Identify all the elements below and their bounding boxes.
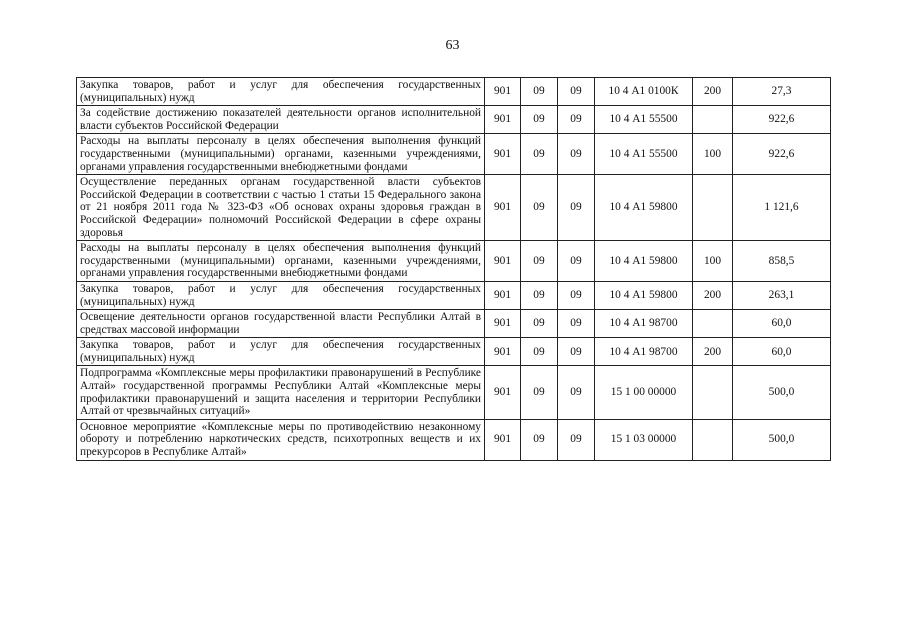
expense-description: Закупка товаров, работ и услуг для обеспечения государственных (муниципальных) нужд <box>77 281 485 309</box>
admin-code: 901 <box>485 338 521 366</box>
admin-code: 901 <box>485 175 521 241</box>
amount: 500,0 <box>733 419 831 460</box>
target-article-code: 10 4 А1 98700 <box>595 338 693 366</box>
table-row <box>77 106 831 134</box>
expense-description: Освещение деятельности органов государственной власти Республики Алтай в средствах массовой информации <box>77 310 485 338</box>
expense-description: Основное мероприятие «Комплексные меры по противодействию незаконному обороту и потреблению наркотических средств, психотропных веществ и их прекурсоров в Республике Алтай» <box>77 419 485 460</box>
admin-code: 901 <box>485 241 521 282</box>
admin-code: 901 <box>485 281 521 309</box>
expense-description: Закупка товаров, работ и услуг для обеспечения государственных (муниципальных) нужд <box>77 78 485 106</box>
target-article-code: 15 1 00 00000 <box>595 366 693 419</box>
subsection-code: 09 <box>558 134 595 175</box>
amount: 263,1 <box>733 281 831 309</box>
section-code: 09 <box>521 78 558 106</box>
amount: 27,3 <box>733 78 831 106</box>
target-article-code: 10 4 А1 55500 <box>595 134 693 175</box>
subsection-code: 09 <box>558 106 595 134</box>
budget-table <box>76 77 831 461</box>
amount: 500,0 <box>733 366 831 419</box>
expense-description: Осуществление переданных органам государственной власти субъектов Российской Федерации в соответствии с частью 1 статьи 15 Федерального закона от 21 ноября 2011 года № 323-ФЗ «Об основах охраны здоровья граждан в Российской Федерации» полномочий Российской Федерации в сфере охраны здоровья <box>77 175 485 241</box>
section-code: 09 <box>521 338 558 366</box>
subsection-code: 09 <box>558 310 595 338</box>
amount: 922,6 <box>733 134 831 175</box>
expense-description: Подпрограмма «Комплексные меры профилактики правонарушений в Республике Алтай» государственной программы Республики Алтай «Комплексные меры профилактики правонарушений и защита населения и территории Республики Алтай от чрезвычайных ситуаций» <box>77 366 485 419</box>
admin-code: 901 <box>485 310 521 338</box>
table-row <box>77 281 831 309</box>
expense-description: Расходы на выплаты персоналу в целях обеспечения выполнения функций государственными (муниципальными) органами, казенными учреждениями, органами управления государственными внебюджетными фондами <box>77 241 485 282</box>
section-code: 09 <box>521 134 558 175</box>
target-article-code: 10 4 А1 55500 <box>595 106 693 134</box>
subsection-code: 09 <box>558 419 595 460</box>
target-article-code: 10 4 А1 59800 <box>595 281 693 309</box>
section-code: 09 <box>521 241 558 282</box>
section-code: 09 <box>521 281 558 309</box>
section-code: 09 <box>521 419 558 460</box>
expense-description: За содействие достижению показателей деятельности органов исполнительной власти субъектов Российской Федерации <box>77 106 485 134</box>
table-row <box>77 338 831 366</box>
amount: 60,0 <box>733 310 831 338</box>
amount: 858,5 <box>733 241 831 282</box>
subsection-code: 09 <box>558 281 595 309</box>
table-row <box>77 419 831 460</box>
table-row <box>77 78 831 106</box>
expense-type-code <box>693 366 733 419</box>
expense-type-code <box>693 419 733 460</box>
expense-type-code: 100 <box>693 241 733 282</box>
admin-code: 901 <box>485 106 521 134</box>
target-article-code: 10 4 А1 59800 <box>595 175 693 241</box>
admin-code: 901 <box>485 366 521 419</box>
section-code: 09 <box>521 175 558 241</box>
admin-code: 901 <box>485 419 521 460</box>
expense-type-code <box>693 175 733 241</box>
table-row <box>77 241 831 282</box>
expense-type-code <box>693 310 733 338</box>
subsection-code: 09 <box>558 366 595 419</box>
subsection-code: 09 <box>558 241 595 282</box>
page-number: 63 <box>445 38 460 53</box>
table-row <box>77 175 831 241</box>
expense-type-code: 100 <box>693 134 733 175</box>
target-article-code: 10 4 А1 59800 <box>595 241 693 282</box>
table-row <box>77 366 831 419</box>
target-article-code: 15 1 03 00000 <box>595 419 693 460</box>
expense-type-code: 200 <box>693 338 733 366</box>
target-article-code: 10 4 А1 98700 <box>595 310 693 338</box>
expense-type-code: 200 <box>693 78 733 106</box>
section-code: 09 <box>521 106 558 134</box>
admin-code: 901 <box>485 78 521 106</box>
target-article-code: 10 4 А1 0100К <box>595 78 693 106</box>
subsection-code: 09 <box>558 175 595 241</box>
subsection-code: 09 <box>558 338 595 366</box>
admin-code: 901 <box>485 134 521 175</box>
expense-description: Расходы на выплаты персоналу в целях обеспечения выполнения функций государственными (муниципальными) органами, казенными учреждениями, органами управления государственными внебюджетными фондами <box>77 134 485 175</box>
section-code: 09 <box>521 366 558 419</box>
amount: 60,0 <box>733 338 831 366</box>
table-row <box>77 310 831 338</box>
amount: 922,6 <box>733 106 831 134</box>
expense-type-code <box>693 106 733 134</box>
section-code: 09 <box>521 310 558 338</box>
expense-description: Закупка товаров, работ и услуг для обеспечения государственных (муниципальных) нужд <box>77 338 485 366</box>
expense-type-code: 200 <box>693 281 733 309</box>
table-row <box>77 134 831 175</box>
subsection-code: 09 <box>558 78 595 106</box>
amount: 1 121,6 <box>733 175 831 241</box>
